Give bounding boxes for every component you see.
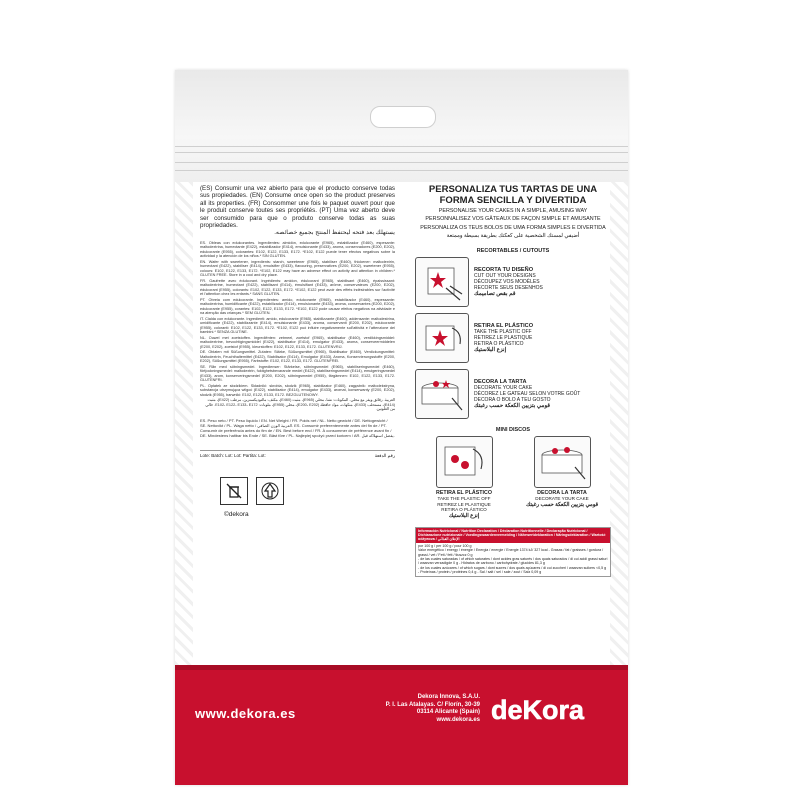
recycle-icon — [256, 477, 284, 505]
sub-pt: PERSONALIZA OS TEUS BOLOS DE UMA FORMA SIMPLES E DIVERTIDA — [420, 224, 606, 231]
nutrition-per: por 100 g / per 100 g / pour 100 g — [418, 543, 472, 548]
legal-notice — [200, 185, 395, 237]
svg-text:deKora: deKora — [491, 695, 585, 725]
ingredients-es: ES. Obleas con edulcorantes. Ingredientes: almidón, edulcorante (E965), estabilizador (E460), espesante: maltodextrina, humectante (E422), estabilizador (E414), emulsionante (E433), aroma, conservadores (E200, E202), edulcorante (E955), colorantes: E102, E122, E133, E172. *E102, E122 puede tener efectos negativos sobre la actividad y la atención de los niños.* SIN GLUTEN. — [200, 240, 395, 259]
step-peel-line: RETIREZ LE PLASTIQUE — [474, 334, 533, 341]
sub-ar: أضيفي لمستك الشخصية على كعكتك بطريقة بسيطة وممتعة — [446, 233, 580, 240]
nutrition-body — [416, 543, 610, 576]
address-line: P. I. Las Atalayas. C/ Florín, 30-39 — [385, 701, 480, 708]
sub-fr: PERSONNALISEZ VOS GÂTEAUX DE FAÇON SIMPLE ET AMUSANTE — [425, 216, 601, 223]
step-peel-line: TAKE THE PLASTIC OFF — [474, 328, 532, 335]
ingredients-nl: NL. Ouwel met zoetstoffen. Ingrediënten: zetmeel, zoetstof (E965), stabilisator (E460), verdikkingsmiddel: maltodextrine, bevochtigingsmiddel (E422), stabilisator (E414), emulgator (E433), aroma, conserveermiddelen (E200, E202), zoetstof (E955), kleurstoffen: E102, E122, E133, E172. GLUTENVRIJ. — [200, 335, 395, 349]
address-line: Dekora Innova, S.A.U. — [417, 694, 480, 700]
step-decorate-line-ar: قومي بتزيين الكعكة حسب رغبتك — [474, 402, 551, 409]
step-cut-line: DÉCOUPEZ VOS MODÈLES — [474, 278, 540, 285]
step-cut-line: CUT OUT YOUR DESIGNS — [474, 272, 536, 279]
ingredients-it: IT. Cialda con edulcorante. Ingredienti: amido, edulcorante (E965), stabilizzante (E460), addensante: maltodestrina, umidificante (E422), stabilizzante (E414), emulsionante (E433), aroma, conservanti (E200, E202), edulcorante (E955), coloranti: E102, E122, E133, E172. *E102, E122 può influire negativamente sull'attività e l'attenzione dei bambini.* SENZA GLUTINE. — [200, 316, 395, 335]
disposal-icons — [220, 477, 395, 505]
legal-arabic: يستهلك بعد فتحه ليحتفظ المنتج بجميع خصائصه. — [274, 229, 395, 237]
ingredients-block — [200, 241, 395, 412]
step-decorate-line: DECORATE YOUR CAKE — [474, 384, 533, 391]
step-decorate — [415, 369, 611, 419]
sub-en: PERSONALISE YOUR CAKES IN A SIMPLE, AMUSING WAY — [438, 208, 588, 214]
step-peel — [415, 313, 611, 363]
step-peel-line-ar: إنزع البلاستيك — [474, 346, 507, 353]
mini-peel-line: TAKE THE PLASTIC OFF — [437, 496, 491, 502]
mini-decorate-title: DECORA LA TARTA — [537, 489, 587, 496]
mini-peel-line: RETIRA O PLÁSTICO — [441, 507, 487, 513]
mini-peel — [424, 436, 504, 520]
dekora-logo — [485, 690, 609, 730]
hanger-hole — [370, 106, 436, 128]
ingredients-de: DE. Oblaten mit Süßungsmittel. Zutaten: Stärke, Süßungsmittel (E965), Stabilisator (E460), Verdickungsmittel: Maltodextrin, Feuchthaltemittel (E422), Stabilisator (E414), Emulgator (E433), Aroma, Konservierungsstoffe (E200, E202), Süßungsmittel (E955), Farbstoffe: E102, E122, E133, E172. GLUTENFREI. — [200, 350, 395, 364]
recortables-title: RECORTABLES / CUTOUTS — [476, 247, 550, 254]
step-decorate-title: DECORA LA TARTA — [474, 378, 527, 385]
step-cut-text — [474, 267, 543, 297]
seal-line — [175, 170, 628, 171]
info-column — [200, 185, 395, 519]
mini-decorate — [522, 436, 602, 520]
legal-multilang: (ES) Consumir una vez abierto para que el producto conserve todas sus propiedades. (EN) Consume once open so the product preserves all its properties. (FR) Consommer une fois le paquet ouvert pour que le produit conserve toutes ses propriétés. (PT) Uma vez aberto deve ser consumido para que o produto conserve todas as suas propriedades. — [200, 185, 395, 230]
batch-label: Lote: Batch: Lot: Lot: Partita: Lot: — [200, 452, 266, 458]
nutrition-row: Valor energético / energy / énergie / Energia / energie / Energie 1374 kJ/ 327 kcal - Grasas / fat / graisses / gordura / grassi / vet / Fett / fett / tłuszcz 0 g — [418, 548, 604, 557]
ingredients-se: SE. Rån med sötningsmedel. Ingredienser: Stärkelse, sötningsmedel (E965), stabiliseringsmedel (E460), förtjockningsmedel: maltodextrin, fuktighetsbevarande medel (E422), stabiliseringsmedel (E414), emulgeringsmedel (E433), arom, konserveringsmedel (E200, E202), sötningsmedel (E955), färgämnen: E102, E122, E133, E172. GLUTENFRI. — [200, 364, 395, 383]
brand-copyright: ©dekora — [224, 511, 249, 519]
mini-peel-title: RETIRA EL PLÁSTICO — [436, 489, 492, 496]
step-decorate-text — [474, 379, 580, 409]
step-decorate-line: DECORA O BOLO A TEU GOSTO — [474, 396, 551, 403]
instructions-column — [415, 185, 611, 577]
step-peel-line: RETIRA O PLÁSTICO — [474, 340, 524, 347]
seal-line — [175, 146, 628, 147]
mini-peel-line-ar: إنزع البلاستيك — [448, 513, 480, 519]
step-peel-text — [474, 323, 533, 353]
address-line: 03114 Alicante (Spain) — [416, 709, 480, 716]
mini-peel-line: RETIREZ LE PLASTIQUE — [437, 501, 491, 507]
nutrition-row: - de las cuales saturadas / of which saturates / dont acides gras saturés / dos quais saturados / di cui acidi grassi saturi / waarvan verzadigde 0 g - Hidratos de carbono / carbohydrate / glucides 81,3 g — [418, 557, 608, 566]
headline: PERSONALIZA TUS TARTAS DE UNA FORMA SENCILLA Y DIVERTIDA — [428, 184, 598, 206]
seal-line — [175, 162, 628, 163]
mini-decorate-line-ar: قومي بتزيين الكعكة حسب رغبتك — [525, 501, 599, 508]
step-decorate-line: DÉCOREZ LE GATEAU SELON VOTRE GOÛT — [474, 390, 581, 397]
ingredients-en: EN. Wafer with sweetener, ingredients: starch, sweetener (E965), stabiliser (E460), thickener: maltodextrin, humectant (E422), stabiliser (E414), emulsifier (E433), flavouring, preservatives (E200, E202), sweetener (E955), colours: E102, E122, E133, E172. *E102, E122 may have an adverse effect on activity and attention in children.* GLUTEN FREE. Store in a cool and dry place. — [200, 259, 395, 278]
ingredients-pt: PT. Obreia com edulcorante. Ingredientes: amido, edulcorante (E965), estabilizador (E460), espessante: maltodextrina, humidificante (E422), estabilizador (E414), emulsionante (E433), aroma, conservantes (E200, E202), edulcorante (E955), corantes: E102, E122, E133, E172. *E102, E122 pode causar efeitos negativos na atividade e na atenção das crianças.* SEM GLÚTEN. — [200, 297, 395, 316]
ingredients-fr: FR. Gaufrette avec édulcorant. Ingrédients: amidon, édulcorant (E965), stabilisant (E460), épaississant: maltodextrine, humectant (E422), stabilisant (E414), émulsifiant (E433), arôme, conservateurs (E200, E202), édulcorant (E955), colorants: E102, E122, E133, E172. *E102, E122 peut avoir des effets indésirables sur l'activité et l'attention chez les enfants.* SANS GLUTEN. — [200, 278, 395, 297]
ingredients-ar: العربية. رقائق ويفر مع محلي. المكونات: نشا، محلي (E965)، مثبت (E460)، مكثف: مالتوديكسترين، مرطب (E422)، مثبت (E414)، مستحلب (E433)، منكهات، مواد حافظة (E200، E202)، محلي (E955)، ملونات: E102، E122، E133، E172. خالي من الغلوتين. — [205, 398, 395, 412]
nutrition-row: - de los cuales azúcares / of which sugars / dont sucres / dos quais açúcares / di cui zuccheri / waarvan suikers <0,5 g - Proteínas / protein / protéines 0,4 g - Sal / salt / sel / sale / zout / Salz 0,09 g — [418, 565, 607, 575]
mini-discos-steps — [415, 436, 611, 520]
cut-illustration — [415, 257, 469, 307]
batch-row — [200, 450, 395, 459]
step-cut-line: RECORTE SEUS DESENHOS — [474, 284, 543, 291]
nutrition-header: Información Nutricional / Nutrition Declaration / Déclaration Nutritionnelle / Declaração Nutricional / Dichiarazione nutrizionale / Voedingswaardenvermelding / Nährwertdeklaration / Näringsdeklaration / Wartość odżywcza / الإعلان الغذائي — [416, 528, 610, 543]
company-address — [340, 694, 480, 724]
zipper-seal — [175, 70, 628, 182]
doodle-pattern-left — [175, 182, 193, 665]
mini-cake-illustration — [534, 436, 591, 488]
mini-discos-title: MINI DISCOS — [495, 426, 531, 433]
address-line: www.dekora.es — [436, 716, 480, 723]
package-back — [175, 70, 628, 785]
peel-illustration — [415, 313, 469, 363]
batch-label-ar: رقم الدفعة — [374, 452, 395, 458]
mini-decorate-line: DECORATE YOUR CAKE — [535, 496, 589, 502]
step-peel-title: RETIRA EL PLÁSTICO — [474, 322, 534, 329]
mini-peel-illustration — [436, 436, 493, 488]
website-link[interactable]: www.dekora.es — [195, 706, 296, 721]
no-trash-icon — [220, 477, 248, 505]
step-cut-line-ar: قم بقص تصاميمك — [474, 290, 516, 297]
nutrition-table — [415, 527, 611, 577]
step-cut-title: RECORTA TU DISEÑO — [474, 266, 534, 273]
seal-line — [175, 152, 628, 153]
doodle-pattern-right — [610, 182, 628, 665]
weight-and-expiry: ES. Peso neto / PT. Peso líquido / EN. Net Weight / FR. Poids net / NL. Netto gewicht / DE. Nettogewicht / SE. Nettovikt / PL. Waga netto / العربية الوزن الصافي. ES. Consumir preferentemente antes del fin de / PT. Consumir de preferência antes do fim de / EN. Best before end / FR. À consommer de préférence avant fin / DE. Mindestens haltbar bis Ende / SE. Bäst före / PL. Najlepiej spożyć przed końcem / AR. يفضل استهلاكه قبل. — [200, 417, 395, 438]
step-cut — [415, 257, 611, 307]
cake-illustration — [415, 369, 469, 419]
ingredients-pl: PL. Opłatek ze słodzikiem. Składniki: skrobia, słodzik (E965), stabilizator (E460), zagęstnik: maltodekstryna, substancja utrzymująca wilgoć (E422), stabilizator (E414), emulgator (E433), aromat, konserwanty (E200, E202), słodzik (E955), barwniki: E102, E122, E133, E172. BEZGLUTENOWY. — [200, 383, 395, 397]
